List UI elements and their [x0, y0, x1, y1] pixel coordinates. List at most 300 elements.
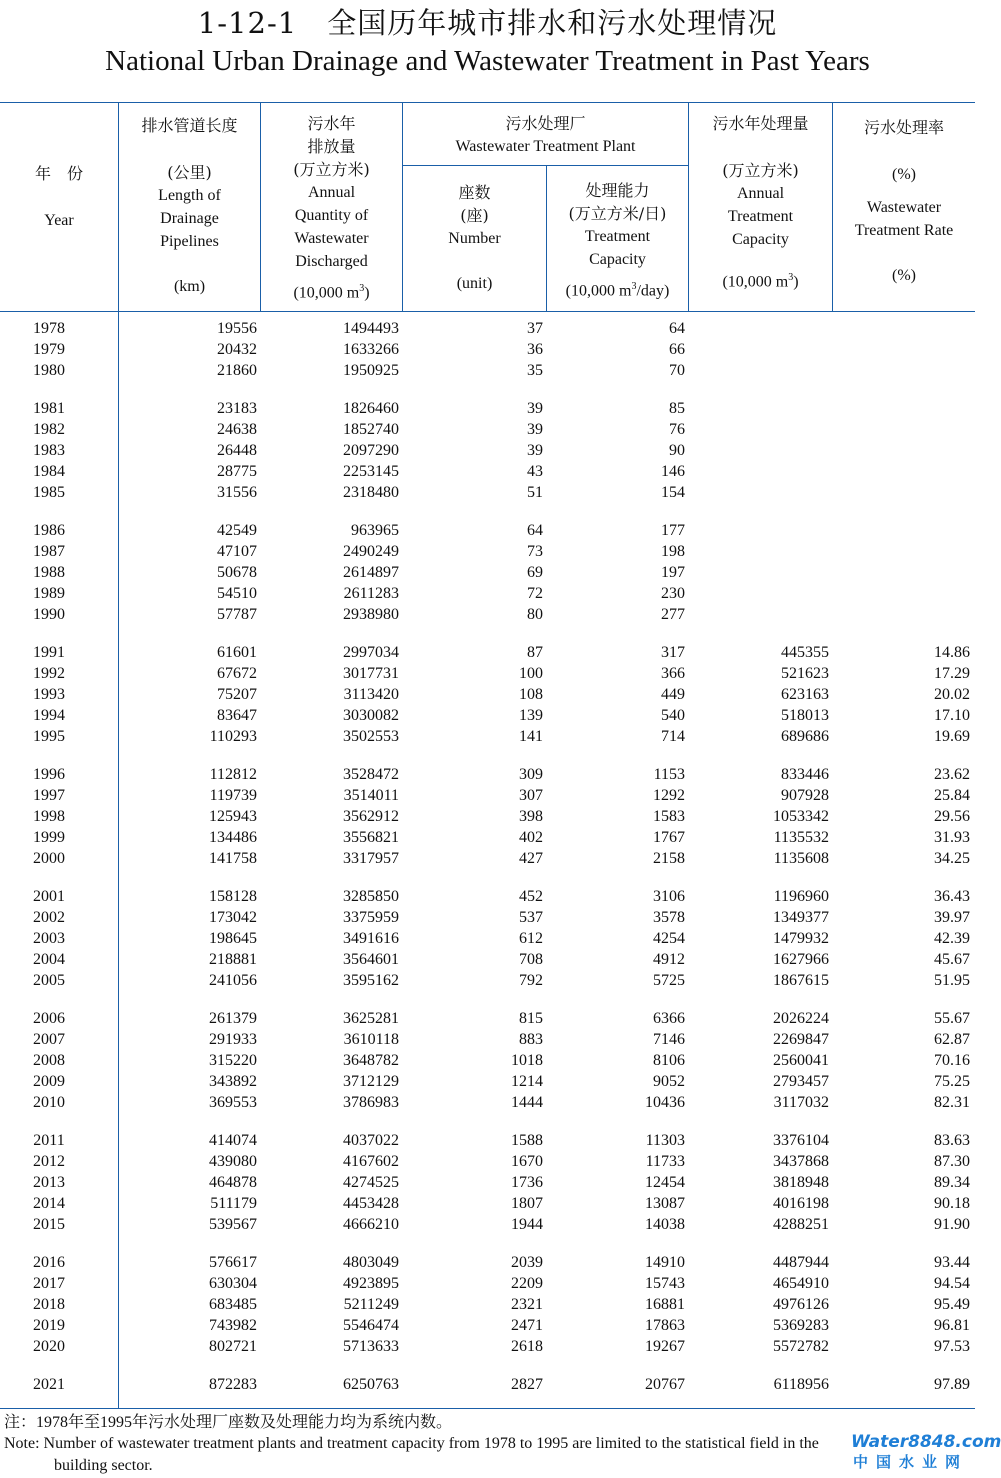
- cell-year: 2011: [33, 1132, 65, 1149]
- cell-pipeline-length: 241056: [209, 972, 257, 989]
- cell-annual-treatment: 1867615: [773, 972, 829, 989]
- cell-year: 2019: [33, 1317, 65, 1334]
- table-row: [0, 440, 975, 461]
- cell-plant-number: 37: [527, 320, 543, 337]
- cell-year: 1991: [33, 644, 65, 661]
- table-row: [0, 827, 975, 848]
- cell-capacity: 1153: [653, 766, 685, 783]
- cell-pipeline-length: 112812: [209, 766, 257, 783]
- cell-plant-number: 108: [519, 686, 543, 703]
- cell-discharged: 3514011: [343, 787, 399, 804]
- table-row: [0, 684, 975, 705]
- cell-annual-treatment: 3376104: [773, 1132, 829, 1149]
- cell-pipeline-length: 369553: [209, 1094, 257, 1111]
- cell-pipeline-length: 414074: [209, 1132, 257, 1149]
- note-en-cont: building sector.: [54, 1457, 153, 1474]
- cell-year: 1979: [33, 341, 65, 358]
- cell-treatment-rate: 89.34: [934, 1174, 970, 1191]
- cell-plant-number: 72: [527, 585, 543, 602]
- cell-year: 2013: [33, 1174, 65, 1191]
- cell-plant-number: 51: [527, 484, 543, 501]
- note-en: Note: Number of wastewater treatment plants and treatment capacity from 1978 to 1995 are limited to the statistical field in the: [4, 1435, 819, 1452]
- cell-year: 1997: [33, 787, 65, 804]
- table-row: [0, 1252, 975, 1273]
- cell-year: 1989: [33, 585, 65, 602]
- table-row: [0, 1214, 975, 1235]
- cell-pipeline-length: 19556: [217, 320, 257, 337]
- cell-capacity: 366: [661, 665, 685, 682]
- cell-discharged: 3017731: [343, 665, 399, 682]
- header-year: 年 份 Year: [34, 164, 83, 229]
- cell-capacity: 154: [661, 484, 685, 501]
- cell-pipeline-length: 158128: [209, 888, 257, 905]
- cell-pipeline-length: 261379: [209, 1010, 257, 1027]
- cell-discharged: 3375959: [343, 909, 399, 926]
- cell-year: 2015: [33, 1216, 65, 1233]
- watermark-logo: [851, 1432, 1001, 1472]
- cell-pipeline-length: 42549: [217, 522, 257, 539]
- cell-discharged: 1494493: [343, 320, 399, 337]
- row-group: [0, 398, 975, 503]
- cell-pipeline-length: 83647: [217, 707, 257, 724]
- cell-treatment-rate: 45.67: [934, 951, 970, 968]
- cell-plant-number: 1214: [511, 1073, 543, 1090]
- cell-discharged: 3786983: [343, 1094, 399, 1111]
- table-row: [0, 928, 975, 949]
- cell-discharged: 3564601: [343, 951, 399, 968]
- row-group: [0, 764, 975, 869]
- cell-pipeline-length: 125943: [209, 808, 257, 825]
- cell-discharged: 3528472: [343, 766, 399, 783]
- cell-treatment-rate: 91.90: [934, 1216, 970, 1233]
- cell-treatment-rate: 75.25: [934, 1073, 970, 1090]
- cell-plant-number: 2471: [511, 1317, 543, 1334]
- cell-annual-treatment: 2026224: [773, 1010, 829, 1027]
- cell-treatment-rate: 62.87: [934, 1031, 970, 1048]
- cell-treatment-rate: 29.56: [934, 808, 970, 825]
- cell-capacity: 15743: [645, 1275, 685, 1292]
- cell-annual-treatment: 1135532: [773, 829, 829, 846]
- cell-discharged: 1950925: [343, 362, 399, 379]
- cell-year: 2007: [33, 1031, 65, 1048]
- cell-year: 2010: [33, 1094, 65, 1111]
- row-group: [0, 1008, 975, 1113]
- table-row: [0, 583, 975, 604]
- cell-plant-number: 883: [519, 1031, 543, 1048]
- row-group: [0, 520, 975, 625]
- cell-capacity: 1292: [653, 787, 685, 804]
- cell-pipeline-length: 511179: [210, 1195, 257, 1212]
- header-treatment-plant: 污水处理厂 Wastewater Treatment Plant: [455, 114, 636, 155]
- table-body: [0, 318, 975, 1412]
- table-row: [0, 482, 975, 503]
- cell-treatment-rate: 97.89: [934, 1376, 970, 1393]
- cell-plant-number: 792: [519, 972, 543, 989]
- cell-pipeline-length: 61601: [217, 644, 257, 661]
- table-row: [0, 1315, 975, 1336]
- cell-treatment-rate: 17.10: [934, 707, 970, 724]
- cell-plant-number: 43: [527, 463, 543, 480]
- cell-plant-number: 36: [527, 341, 543, 358]
- cell-plant-number: 35: [527, 362, 543, 379]
- cell-plant-number: 2321: [511, 1296, 543, 1313]
- cell-year: 2018: [33, 1296, 65, 1313]
- header-bottom-rule: [0, 311, 975, 312]
- cell-plant-number: 139: [519, 707, 543, 724]
- header-treatment-capacity: 处理能力 (万立方米/日) Treatment Capacity (10,000 $m^3/day$): [565, 181, 670, 300]
- cell-annual-treatment: 1627966: [773, 951, 829, 968]
- table-row: [0, 541, 975, 562]
- table-row: [0, 1374, 975, 1395]
- cell-capacity: 449: [661, 686, 685, 703]
- cell-discharged: 3556821: [343, 829, 399, 846]
- cell-discharged: 3595162: [343, 972, 399, 989]
- table-row: [0, 806, 975, 827]
- cell-pipeline-length: 173042: [209, 909, 257, 926]
- header-plant-number: 座数 (座) Number (unit): [448, 183, 501, 292]
- cell-year: 2008: [33, 1052, 65, 1069]
- cell-plant-number: 815: [519, 1010, 543, 1027]
- cell-discharged: 3285850: [343, 888, 399, 905]
- cell-annual-treatment: 907928: [781, 787, 829, 804]
- cell-treatment-rate: 87.30: [934, 1153, 970, 1170]
- cell-year: 1980: [33, 362, 65, 379]
- cell-year: 1990: [33, 606, 65, 623]
- cell-discharged: 3491616: [343, 930, 399, 947]
- cell-pipeline-length: 75207: [217, 686, 257, 703]
- cell-annual-treatment: 2560041: [773, 1052, 829, 1069]
- cell-plant-number: 309: [519, 766, 543, 783]
- cell-pipeline-length: 872283: [209, 1376, 257, 1393]
- cell-discharged: 5546474: [343, 1317, 399, 1334]
- table-row: [0, 1294, 975, 1315]
- table-row: [0, 1172, 975, 1193]
- cell-annual-treatment: 1135608: [773, 850, 829, 867]
- cell-pipeline-length: 54510: [217, 585, 257, 602]
- cell-annual-treatment: 1349377: [773, 909, 829, 926]
- cell-capacity: 66: [669, 341, 685, 358]
- table-row: [0, 360, 975, 381]
- cell-annual-treatment: 5369283: [773, 1317, 829, 1334]
- table-row: [0, 764, 975, 785]
- cell-capacity: 540: [661, 707, 685, 724]
- cell-discharged: 2997034: [343, 644, 399, 661]
- cell-pipeline-length: 576617: [209, 1254, 257, 1271]
- cell-pipeline-length: 539567: [209, 1216, 257, 1233]
- cell-year: 2003: [33, 930, 65, 947]
- cell-capacity: 6366: [653, 1010, 685, 1027]
- plant-subheader-rule: [402, 165, 688, 166]
- cell-discharged: 1633266: [343, 341, 399, 358]
- cell-capacity: 20767: [645, 1376, 685, 1393]
- cell-capacity: 10436: [645, 1094, 685, 1111]
- cell-year: 1998: [33, 808, 65, 825]
- cell-discharged: 3113420: [343, 686, 399, 703]
- cell-capacity: 16881: [645, 1296, 685, 1313]
- cell-year: 1999: [33, 829, 65, 846]
- cell-discharged: 2938980: [343, 606, 399, 623]
- note-cn: 注：1978年至1995年污水处理厂座数及处理能力均为系统内数。: [4, 1414, 453, 1431]
- cell-discharged: 4037022: [343, 1132, 399, 1149]
- table-row: [0, 785, 975, 806]
- cell-pipeline-length: 47107: [217, 543, 257, 560]
- cell-year: 1984: [33, 463, 65, 480]
- cell-treatment-rate: 17.29: [934, 665, 970, 682]
- cell-plant-number: 708: [519, 951, 543, 968]
- cell-year: 2000: [33, 850, 65, 867]
- cell-capacity: 4912: [653, 951, 685, 968]
- cell-plant-number: 39: [527, 442, 543, 459]
- cell-treatment-rate: 97.53: [934, 1338, 970, 1355]
- cell-discharged: 2253145: [343, 463, 399, 480]
- cell-year: 1988: [33, 564, 65, 581]
- cell-capacity: 5725: [653, 972, 685, 989]
- cell-year: 2021: [33, 1376, 65, 1393]
- cell-annual-treatment: 518013: [781, 707, 829, 724]
- cell-treatment-rate: 20.02: [934, 686, 970, 703]
- table-row: [0, 1273, 975, 1294]
- cell-plant-number: 2209: [511, 1275, 543, 1292]
- cell-discharged: 2490249: [343, 543, 399, 560]
- cell-pipeline-length: 28775: [217, 463, 257, 480]
- row-group: [0, 318, 975, 381]
- cell-plant-number: 1944: [511, 1216, 543, 1233]
- table-row: [0, 1071, 975, 1092]
- cell-year: 1993: [33, 686, 65, 703]
- cell-treatment-rate: 31.93: [934, 829, 970, 846]
- cell-capacity: 7146: [653, 1031, 685, 1048]
- page-title-en: National Urban Drainage and Wastewater Treatment in Past Years: [105, 45, 870, 77]
- cell-discharged: 2318480: [343, 484, 399, 501]
- cell-annual-treatment: 4016198: [773, 1195, 829, 1212]
- table-row: [0, 1151, 975, 1172]
- row-group: [0, 1374, 975, 1395]
- cell-treatment-rate: 42.39: [934, 930, 970, 947]
- cell-annual-treatment: 4654910: [773, 1275, 829, 1292]
- table-row: [0, 398, 975, 419]
- cell-discharged: 3562912: [343, 808, 399, 825]
- cell-treatment-rate: 82.31: [934, 1094, 970, 1111]
- cell-year: 2005: [33, 972, 65, 989]
- cell-discharged: 1826460: [343, 400, 399, 417]
- cell-year: 1994: [33, 707, 65, 724]
- cell-discharged: 3648782: [343, 1052, 399, 1069]
- table-row: [0, 461, 975, 482]
- cell-year: 2012: [33, 1153, 65, 1170]
- cell-plant-number: 100: [519, 665, 543, 682]
- cell-year: 1995: [33, 728, 65, 745]
- cell-capacity: 76: [669, 421, 685, 438]
- cell-discharged: 2097290: [343, 442, 399, 459]
- table-row: [0, 705, 975, 726]
- cell-discharged: 3610118: [343, 1031, 399, 1048]
- header-treatment-rate: 污水处理率 (%) Wastewater Treatment Rate (%): [854, 118, 954, 284]
- cell-pipeline-length: 315220: [209, 1052, 257, 1069]
- cell-capacity: 19267: [645, 1338, 685, 1355]
- cell-year: 1996: [33, 766, 65, 783]
- cell-pipeline-length: 110293: [209, 728, 257, 745]
- cell-annual-treatment: 5572782: [773, 1338, 829, 1355]
- cell-discharged: 6250763: [343, 1376, 399, 1393]
- table-row: [0, 339, 975, 360]
- cell-annual-treatment: 689686: [781, 728, 829, 745]
- cell-capacity: 2158: [653, 850, 685, 867]
- cell-pipeline-length: 21860: [217, 362, 257, 379]
- watermark-brand: Water8848.com: [851, 1432, 1001, 1452]
- cell-plant-number: 39: [527, 400, 543, 417]
- table-row: [0, 1193, 975, 1214]
- cell-capacity: 197: [661, 564, 685, 581]
- table-row: [0, 848, 975, 869]
- cell-discharged: 4274525: [343, 1174, 399, 1191]
- cell-annual-treatment: 1053342: [773, 808, 829, 825]
- cell-discharged: 3317957: [343, 850, 399, 867]
- cell-annual-treatment: 445355: [781, 644, 829, 661]
- cell-discharged: 3712129: [343, 1073, 399, 1090]
- cell-capacity: 277: [661, 606, 685, 623]
- cell-annual-treatment: 1196960: [773, 888, 829, 905]
- cell-treatment-rate: 83.63: [934, 1132, 970, 1149]
- cell-pipeline-length: 24638: [217, 421, 257, 438]
- cell-discharged: 4803049: [343, 1254, 399, 1271]
- cell-capacity: 14038: [645, 1216, 685, 1233]
- cell-capacity: 230: [661, 585, 685, 602]
- cell-year: 2020: [33, 1338, 65, 1355]
- cell-pipeline-length: 134486: [209, 829, 257, 846]
- cell-year: 1981: [33, 400, 65, 417]
- cell-year: 2017: [33, 1275, 65, 1292]
- header-pipeline-length: 排水管道长度 (公里) Length of Drainage Pipelines (km): [141, 116, 238, 295]
- table-row: [0, 726, 975, 747]
- cell-pipeline-length: 141758: [209, 850, 257, 867]
- cell-capacity: 1767: [653, 829, 685, 846]
- cell-year: 2009: [33, 1073, 65, 1090]
- cell-annual-treatment: 3117032: [773, 1094, 829, 1111]
- cell-capacity: 11303: [645, 1132, 685, 1149]
- table-row: [0, 562, 975, 583]
- table-row: [0, 1008, 975, 1029]
- cell-plant-number: 80: [527, 606, 543, 623]
- row-group: [0, 642, 975, 747]
- table-row: [0, 1029, 975, 1050]
- cell-year: 1987: [33, 543, 65, 560]
- cell-pipeline-length: 343892: [209, 1073, 257, 1090]
- table-row: [0, 1336, 975, 1357]
- cell-capacity: 1583: [653, 808, 685, 825]
- cell-treatment-rate: 93.44: [934, 1254, 970, 1271]
- cell-year: 1982: [33, 421, 65, 438]
- cell-capacity: 146: [661, 463, 685, 480]
- cell-pipeline-length: 20432: [217, 341, 257, 358]
- cell-plant-number: 141: [519, 728, 543, 745]
- cell-discharged: 3625281: [343, 1010, 399, 1027]
- cell-capacity: 714: [661, 728, 685, 745]
- cell-pipeline-length: 464878: [209, 1174, 257, 1191]
- cell-capacity: 70: [669, 362, 685, 379]
- cell-discharged: 3502553: [343, 728, 399, 745]
- cell-discharged: 2614897: [343, 564, 399, 581]
- cell-annual-treatment: 6118956: [773, 1376, 829, 1393]
- cell-plant-number: 612: [519, 930, 543, 947]
- table-row: [0, 949, 975, 970]
- cell-treatment-rate: 70.16: [934, 1052, 970, 1069]
- cell-plant-number: 87: [527, 644, 543, 661]
- cell-pipeline-length: 683485: [209, 1296, 257, 1313]
- table-row: [0, 663, 975, 684]
- cell-pipeline-length: 743982: [209, 1317, 257, 1334]
- cell-annual-treatment: 833446: [781, 766, 829, 783]
- cell-plant-number: 73: [527, 543, 543, 560]
- cell-capacity: 13087: [645, 1195, 685, 1212]
- cell-discharged: 5713633: [343, 1338, 399, 1355]
- row-group: [0, 1252, 975, 1357]
- cell-treatment-rate: 39.97: [934, 909, 970, 926]
- cell-plant-number: 69: [527, 564, 543, 581]
- cell-pipeline-length: 218881: [209, 951, 257, 968]
- cell-pipeline-length: 23183: [217, 400, 257, 417]
- cell-year: 1986: [33, 522, 65, 539]
- cell-plant-number: 39: [527, 421, 543, 438]
- cell-capacity: 12454: [645, 1174, 685, 1191]
- cell-treatment-rate: 34.25: [934, 850, 970, 867]
- row-group: [0, 1130, 975, 1235]
- cell-discharged: 4923895: [343, 1275, 399, 1292]
- cell-pipeline-length: 26448: [217, 442, 257, 459]
- cell-plant-number: 1018: [511, 1052, 543, 1069]
- cell-capacity: 64: [669, 320, 685, 337]
- cell-plant-number: 2039: [511, 1254, 543, 1271]
- cell-plant-number: 1588: [511, 1132, 543, 1149]
- table-row: [0, 419, 975, 440]
- cell-discharged: 5211249: [343, 1296, 399, 1313]
- cell-year: 2014: [33, 1195, 65, 1212]
- cell-capacity: 3578: [653, 909, 685, 926]
- cell-treatment-rate: 55.67: [934, 1010, 970, 1027]
- cell-capacity: 85: [669, 400, 685, 417]
- cell-capacity: 3106: [653, 888, 685, 905]
- cell-capacity: 8106: [653, 1052, 685, 1069]
- cell-treatment-rate: 51.95: [934, 972, 970, 989]
- cell-capacity: 317: [661, 644, 685, 661]
- cell-capacity: 90: [669, 442, 685, 459]
- cell-plant-number: 1807: [511, 1195, 543, 1212]
- header-wastewater-discharged: 污水年 排放量 (万立方米) Annual Quantity of Wastewater Discharged (10,000 $m^3$): [293, 114, 370, 302]
- cell-treatment-rate: 23.62: [934, 766, 970, 783]
- cell-discharged: 963965: [351, 522, 399, 539]
- cell-treatment-rate: 14.86: [934, 644, 970, 661]
- table-row: [0, 886, 975, 907]
- table-row: [0, 1092, 975, 1113]
- cell-capacity: 17863: [645, 1317, 685, 1334]
- table-row: [0, 1050, 975, 1071]
- cell-annual-treatment: 1479932: [773, 930, 829, 947]
- row-group: [0, 886, 975, 991]
- cell-pipeline-length: 67672: [217, 665, 257, 682]
- cell-treatment-rate: 90.18: [934, 1195, 970, 1212]
- table-row: [0, 1130, 975, 1151]
- cell-plant-number: 427: [519, 850, 543, 867]
- cell-pipeline-length: 198645: [209, 930, 257, 947]
- cell-discharged: 2611283: [343, 585, 399, 602]
- cell-plant-number: 402: [519, 829, 543, 846]
- cell-annual-treatment: 2793457: [773, 1073, 829, 1090]
- cell-capacity: 14910: [645, 1254, 685, 1271]
- cell-discharged: 1852740: [343, 421, 399, 438]
- cell-discharged: 4167602: [343, 1153, 399, 1170]
- table-row: [0, 520, 975, 541]
- cell-capacity: 11733: [645, 1153, 685, 1170]
- cell-treatment-rate: 36.43: [934, 888, 970, 905]
